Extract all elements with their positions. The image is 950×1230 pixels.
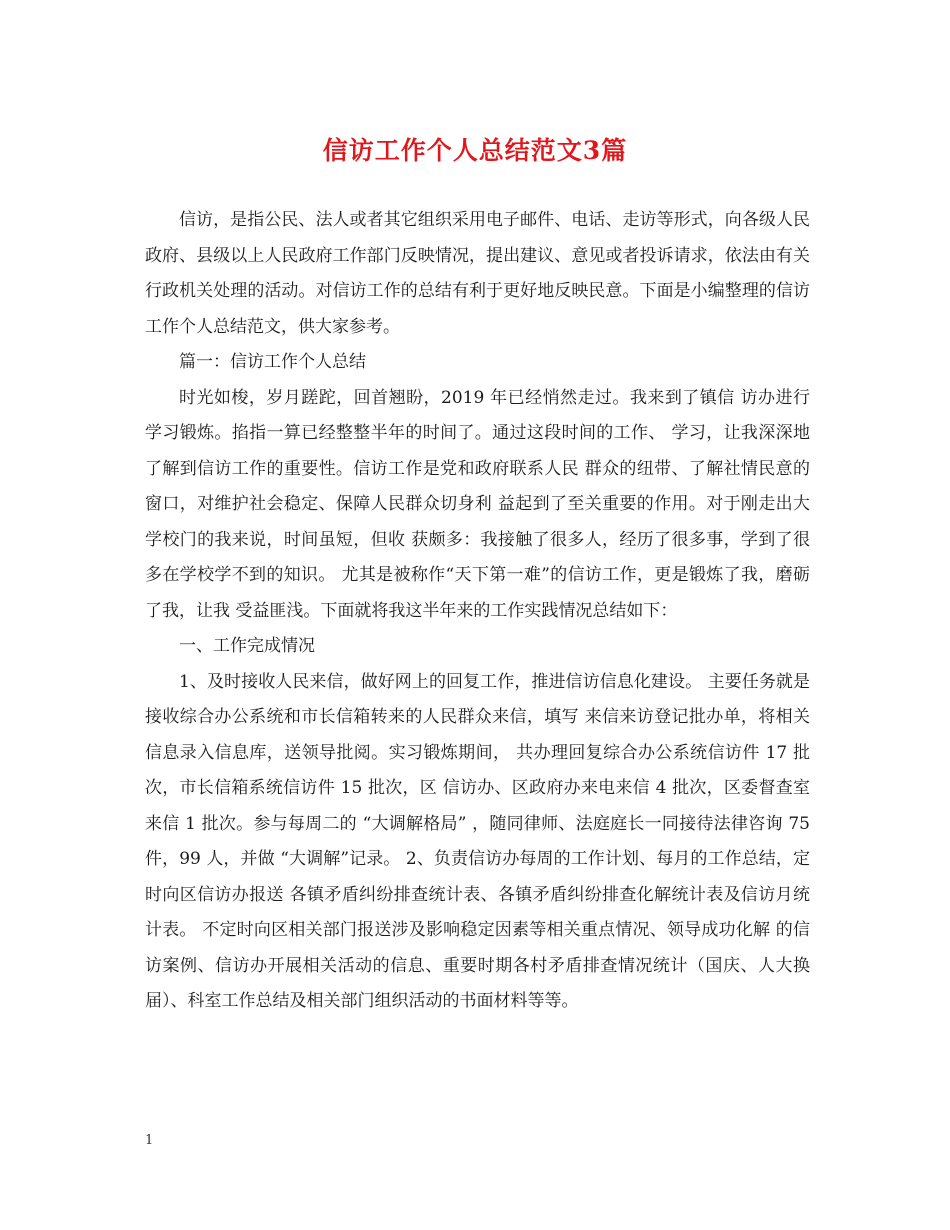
body-paragraph: 1、及时接收人民来信，做好网上的回复工作，推进信访信息化建设。 主要任务就是接收综合办公系统和市长信箱转来的人民群众来信，填写 来信来访登记批办单，将相关信息录入信息库，送领导批阅。实习锻炼期间， 共办理回复综合办公系统信访件 17 批次，市长信箱系统信访件 15 批次，区 信访办、区政府办来电来信 4 批次，区委督查室来信 1 批次。参与每周二的 “大调解格局” ，随同律师、法庭庭长一同接待法律咨询 75 件，99 人，并做 “大调解”记录。 2、负责信访办每周的工作计划、每月的工作总结，定时向区信访办报送 各镇矛盾纠纷排查统计表、各镇矛盾纠纷排查化解统计表及信访月统计表。 不定时向区相关部门报送涉及影响稳定因素等相关重点情况、领导成功化解 的信访案例、信访办开展相关活动的信息、重要时期各村矛盾排查情况统计（国庆、人大换届）、科室工作总结及相关部门组织活动的书面材料等等。 xyxy=(145,671,810,1011)
subsection-heading: 一、工作完成情况 xyxy=(179,636,315,656)
body-paragraph: 时光如梭，岁月蹉跎，回首翘盼，2019 年已经悄然走过。我来到了镇信 访办进行学习锻炼。掐指一算已经整整半年的时间了。通过这段时间的工作、 学习，让我深深地了解到信访工作的重要性。信访工作是党和政府联系人民 群众的纽带、了解社情民意的窗口，对维护社会稳定、保障人民群众切身利 益起到了至关重要的作用。对于刚走出大学校门的我来说，时间虽短，但收 获颇多：我接触了很多人，经历了很多事，学到了很多在学校学不到的知识。 尤其是被称作“天下第一难”的信访工作，更是锻炼了我，磨砺了我，让我 受益匪浅。下面就将我这半年来的工作实践情况总结如下： xyxy=(145,387,810,621)
document-title: 信访工作个人总结范文3篇 xyxy=(322,136,628,165)
document-body xyxy=(145,203,810,1020)
page-number: 1 xyxy=(145,1133,154,1148)
intro-paragraph: 信访，是指公民、法人或者其它组织采用电子邮件、电话、走访等形式，向各级人民政府、县级以上人民政府工作部门反映情况，提出建议、意见或者投诉请求，依法由有关行政机关处理的活动。对信访工作的总结有利于更好地反映民意。下面是小编整理的信访工作个人总结范文，供大家参考。 xyxy=(145,210,810,337)
section-heading-part-one: 篇一：信访工作个人总结 xyxy=(179,352,366,372)
